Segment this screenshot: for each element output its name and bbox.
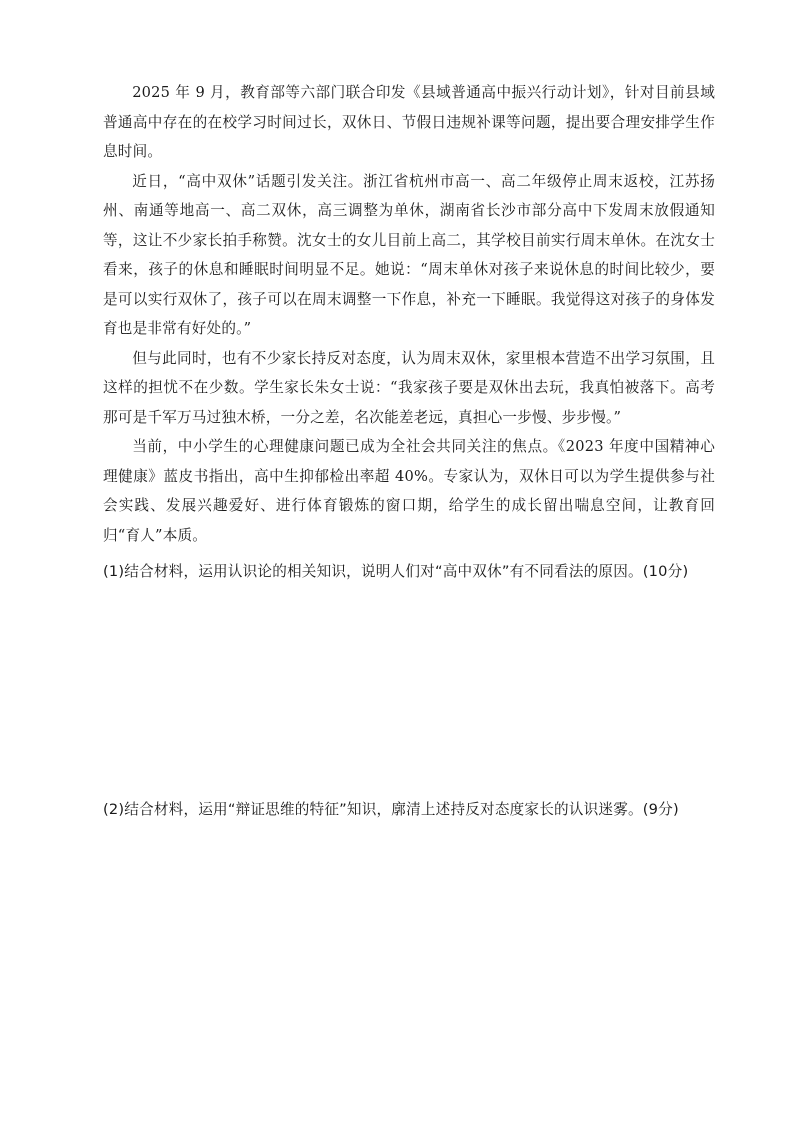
- material-paragraph-3: 但与此同时，也有不少家长持反对态度，认为周末双休，家里根本营造不出学习氛围，且这样的担忧不在少数。学生家长朱女士说：“我家孩子要是双休出去玩，我真怕被落下。高考那可是千军万马过独木桥，一分之差，名次能差老远，真担心一步慢、步步慢。”: [103, 349, 715, 426]
- question-2: (2)结合材料，运用“辩证思维的特征”知识，廓清上述持反对态度家长的认识迷雾。(9分): [103, 801, 679, 818]
- material-text: [103, 78, 715, 550]
- material-paragraph-2: 近日，“高中双休”话题引发关注。浙江省杭州市高一、高二年级停止周末返校，江苏扬州、南通等地高一、高二双休，高三调整为单休，湖南省长沙市部分高中下发周末放假通知等，这让不少家长拍手称赞。沈女士的女儿目前上高二，其学校目前实行周末单休。在沈女士看来，孩子的休息和睡眠时间明显不足。她说：“周末单休对孩子来说休息的时间比较少，要是可以实行双休了，孩子可以在周末调整一下作息，补充一下睡眠。我觉得这对孩子的身体发育也是非常有好处的。”: [103, 172, 715, 337]
- question-1: (1)结合材料，运用认识论的相关知识，说明人们对“高中双休”有不同看法的原因。(10分): [103, 563, 689, 580]
- material-paragraph-4: 当前，中小学生的心理健康问题已成为全社会共同关注的焦点。《2023 年度中国精神心理健康》蓝皮书指出，高中生抑郁检出率超 40%。专家认为，双休日可以为学生提供参与社会实践、发展兴趣爱好、进行体育锻炼的窗口期，给学生的成长留出喘息空间，让教育回归“育人”本质。: [103, 438, 715, 544]
- material-paragraph-1: 2025 年 9 月，教育部等六部门联合印发《县域普通高中振兴行动计划》，针对目前县域普通高中存在的在校学习时间过长，双休日、节假日违规补课等问题，提出要合理安排学生作息时间。: [103, 84, 715, 160]
